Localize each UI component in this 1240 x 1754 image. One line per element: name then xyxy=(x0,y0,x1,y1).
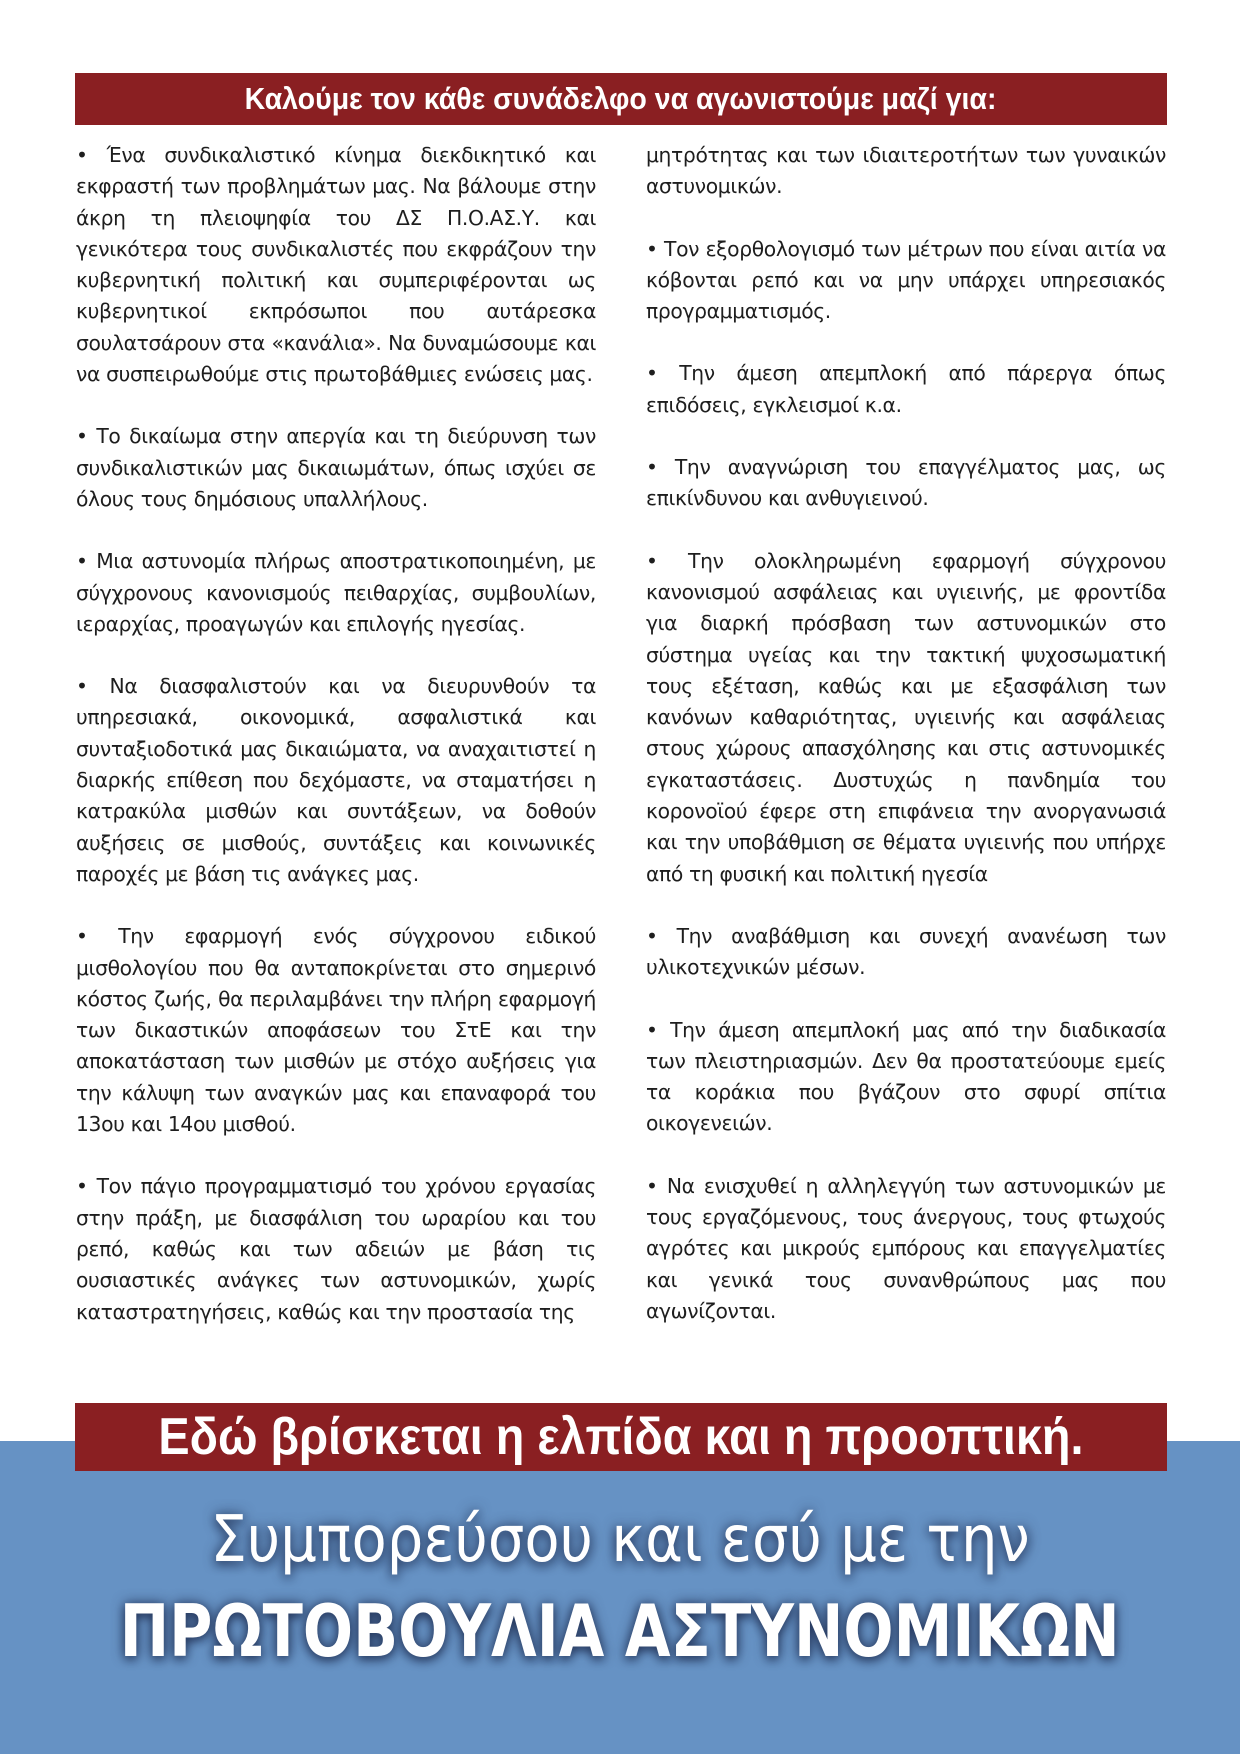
demand-item: • Την εφαρμογή ενός σύγχρονου ειδικού μισθολογίου που θα ανταποκρίνεται στο σημερινό κόστος ζωής, θα περιλαμβάνει την πλήρη εφαρμογή των δικαστικών αποφάσεων του ΣτΕ και την αποκατάσταση των μισθών με στόχο αυξήσεις για την κάλυψη των αναγκών μας και επαναφορά του 13ου και 14ου μισθού. xyxy=(76,924,596,1137)
demand-item: • Την ολοκληρωμένη εφαρμογή σύγχρονου κανονισμού ασφάλειας και υγιεινής, με φροντίδα για διαρκή πρόσβαση των αστυνομικών στο σύστημα υγείας και την τακτική ψυχοσωματική τους εξέταση, καθώς και με εξασφάλιση των κανόνων καθαριότητας, υγιεινής και ασφάλειας στους χώρους απασχόλησης και στις αστυνομικές εγκαταστάσεις. Δυστυχώς η πανδημία του κορονοϊού έφερε στη επιφάνεια την ανοργανωσιά και την υποβάθμιση σε θέματα υγιεινής που υπήρχε από τη φυσική και πολιτική ηγεσία xyxy=(646,548,1166,886)
demand-item: • Τον πάγιο προγραμματισμό του χρόνου εργασίας στην πράξη, με διασφάλιση του ωραρίου και του ρεπό, καθώς και των αδειών με βάση τις ουσιαστικές ανάγκες των αστυνομικών, χωρίς καταστρατηγήσεις, καθώς και την προστασία της xyxy=(76,1174,596,1324)
demand-item: • Την αναβάθμιση και συνεχή ανανέωση των υλικοτεχνικών μέσων. xyxy=(646,923,1166,980)
demand-item: • Τον εξορθολογισμό των μέτρων που είναι αιτία να κόβονται ρεπό και να μην υπάρχει υπηρεσιακός προγραμματισμός. xyxy=(646,236,1166,324)
demand-item-continued: μητρότητας και των ιδιαιτεροτήτων των γυναικών αστυνομικών. xyxy=(646,143,1166,199)
demand-item: • Την αναγνώριση του επαγγέλματος μας, ως επικίνδυνου και ανθυγιεινού. xyxy=(646,455,1166,511)
call-to-action-line xyxy=(0,1500,1240,1580)
footer-banner xyxy=(75,1403,1167,1471)
call-to-action-text: Συμπορεύσου και εσύ με την xyxy=(210,1503,1030,1577)
demand-item: • Να ενισχυθεί η αλληλεγγύη των αστυνομικών με τους εργαζόμενους, τους άνεργους, τους φτωχούς αγρότες και μικρούς εμπόρους και επαγγελματίες και γενικά τους συνανθρώπους μας που αγωνίζονται. xyxy=(646,1173,1166,1323)
demands-columns xyxy=(76,140,1166,1359)
demand-item: • Μια αστυνομία πλήρως αποστρατικοποιημένη, με σύγχρονους κανονισμούς πειθαρχίας, συμβουλίων, ιεραρχίας, προαγωγών και επιλογής ηγεσίας. xyxy=(76,549,596,636)
organization-name xyxy=(0,1588,1240,1674)
left-column xyxy=(76,140,596,1359)
demand-item: • Ένα συνδικαλιστικό κίνημα διεκδικητικό και εκφραστή των προβλημάτων μας. Να βάλουμε στην άκρη τη πλειοψηφία του ΔΣ Π.Ο.ΑΣ.Υ. και γενικότερα τους συνδικαλιστές που εκφράζουν την κυβερνητική πολιτική και συμπεριφέρονται ως κυβερνητικοί εκπρόσωποι που αυτάρεσκα σουλατσάρουν στα «κανάλια». Να δυναμώσουμε και να συσπειρωθούμε στις πρωτοβάθμιες ενώσεις μας. xyxy=(76,143,596,387)
demand-item: • Την άμεση απεμπλοκή μας από την διαδικασία των πλειστηριασμών. Δεν θα προστατεύουμε εμείς τα κοράκια που βγάζουν στο σφυρί σπίτια οικογενειών. xyxy=(646,1017,1166,1136)
demand-item: • Την άμεση απεμπλοκή από πάρεργα όπως επιδόσεις, εγκλεισμοί κ.α. xyxy=(646,361,1166,417)
footer-banner-text: Εδώ βρίσκεται η ελπίδα και η προοπτική. xyxy=(158,1408,1084,1466)
header-banner-text: Καλούμε τον κάθε συνάδελφο να αγωνιστούμε μαζί για: xyxy=(245,81,997,116)
demand-item: • Να διασφαλιστούν και να διευρυνθούν τα υπηρεσιακά, οικονομικά, ασφαλιστικά και συνταξιοδοτικά μας δικαιώματα, να αναχαιτιστεί η διαρκής επίθεση που δεχόμαστε, να σταματήσει η κατρακύλα μισθών και συντάξεων, να δοθούν αυξήσεις σε μισθούς, συντάξεις και κοινωνικές παροχές με βάση τις ανάγκες μας. xyxy=(76,674,596,886)
demand-item: • Το δικαίωμα στην απεργία και τη διεύρυνση των συνδικαλιστικών μας δικαιωμάτων, όπως ισχύει σε όλους τους δημόσιους υπαλλήλους. xyxy=(76,424,596,511)
right-column xyxy=(646,140,1166,1359)
organization-name-text: ΠΡΩΤΟΒΟΥΛΙΑ ΑΣΤΥΝΟΜΙΚΩΝ xyxy=(120,1589,1120,1673)
header-banner xyxy=(75,73,1167,125)
